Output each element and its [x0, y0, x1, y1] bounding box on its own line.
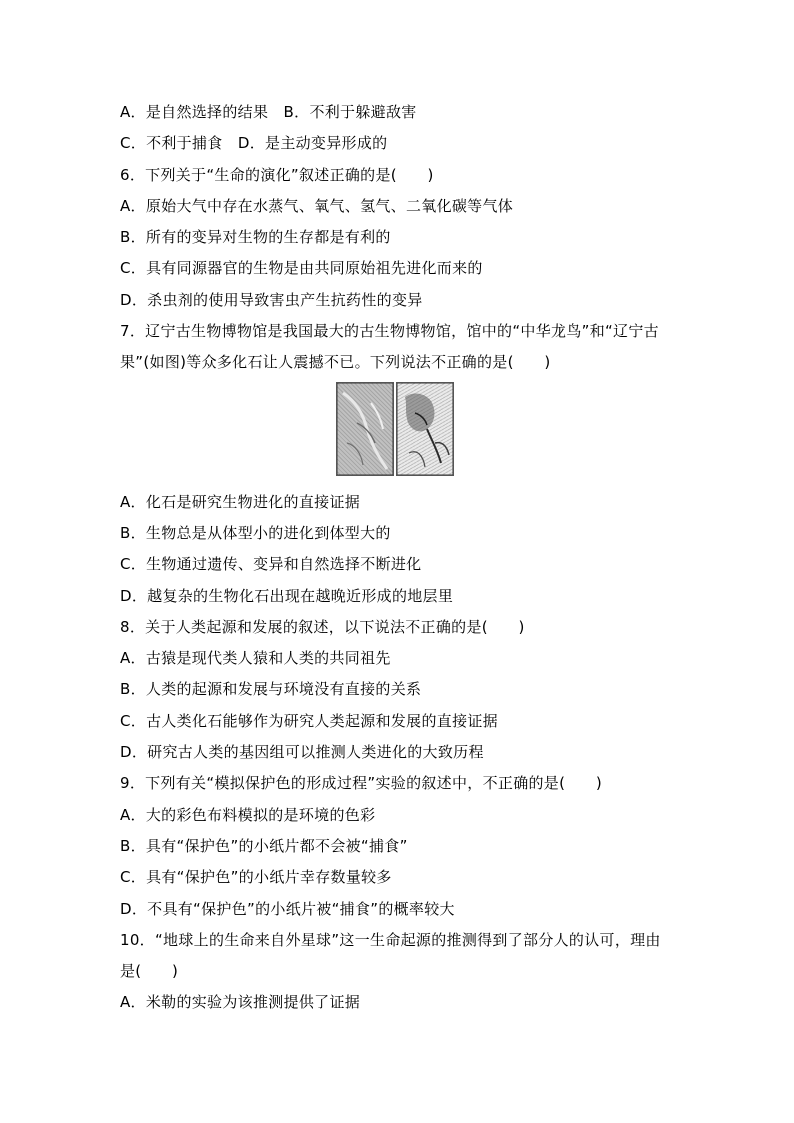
- fossil-figure: [120, 382, 680, 482]
- text-line: C．不利于捕食 D．是主动变异形成的: [120, 134, 388, 153]
- question-block-top: [120, 100, 680, 382]
- question-block-bottom: [120, 490, 680, 1022]
- question-6-option-b: B．所有的变异对生物的生存都是有利的: [120, 228, 391, 247]
- question-6-stem: 6．下列关于“生命的演化”叙述正确的是( ): [120, 165, 434, 184]
- question-8-stem: 8．关于人类起源和发展的叙述，以下说法不正确的是( ): [120, 617, 525, 636]
- question-7-option-d: D．越复杂的生物化石出现在越晚近形成的地层里: [120, 586, 454, 605]
- question-8-option-d: D．研究古人类的基因组可以推测人类进化的大致历程: [120, 743, 484, 762]
- question-9-option-c: C．具有“保护色”的小纸片幸存数量较多: [120, 868, 392, 887]
- question-8-option-c: C．古人类化石能够作为研究人类起源和发展的直接证据: [120, 711, 498, 730]
- question-9-option-b: B．具有“保护色”的小纸片都不会被“捕食”: [120, 836, 408, 855]
- question-8-option-a: A．古猿是现代类人猿和人类的共同祖先: [120, 649, 391, 668]
- question-8-option-b: B．人类的起源和发展与环境没有直接的关系: [120, 680, 422, 699]
- question-9-option-d: D．不具有“保护色”的小纸片被“捕食”的概率较大: [120, 899, 455, 918]
- question-9-stem: 9．下列有关“模拟保护色的形成过程”实验的叙述中，不正确的是( ): [120, 774, 602, 793]
- question-7-option-a: A．化石是研究生物进化的直接证据: [120, 492, 361, 511]
- exam-page-content: [120, 100, 680, 1022]
- question-6-option-c: C．具有同源器官的生物是由共同原始祖先进化而来的: [120, 259, 483, 278]
- question-10-stem-line-1: 10．“地球上的生命来自外星球”这一生命起源的推测得到了部分人的认可，理由: [120, 930, 661, 949]
- question-7-stem-line-1: 7．辽宁古生物博物馆是我国最大的古生物博物馆，馆中的“中华龙鸟”和“辽宁古: [120, 322, 659, 341]
- question-10-option-a: A．米勒的实验为该推测提供了证据: [120, 993, 361, 1012]
- text-line: A．是自然选择的结果 B．不利于躲避敌害: [120, 103, 417, 121]
- question-7-option-b: B．生物总是从体型小的进化到体型大的: [120, 523, 391, 542]
- sinosauropteryx-fossil-image: [336, 382, 394, 476]
- question-6-option-d: D．杀虫剂的使用导致害虫产生抗药性的变异: [120, 290, 423, 309]
- question-7-option-c: C．生物通过遗传、变异和自然选择不断进化: [120, 555, 422, 574]
- question-10-stem-line-2: 是( ): [120, 962, 179, 981]
- question-9-option-a: A．大的彩色布料模拟的是环境的色彩: [120, 805, 376, 824]
- question-6-option-a: A．原始大气中存在水蒸气、氧气、氢气、二氧化碳等气体: [120, 196, 514, 215]
- archaefructus-fossil-image: [396, 382, 454, 476]
- question-7-stem-line-2: 果”(如图)等众多化石让人震撼不已。下列说法不正确的是( ): [120, 353, 551, 372]
